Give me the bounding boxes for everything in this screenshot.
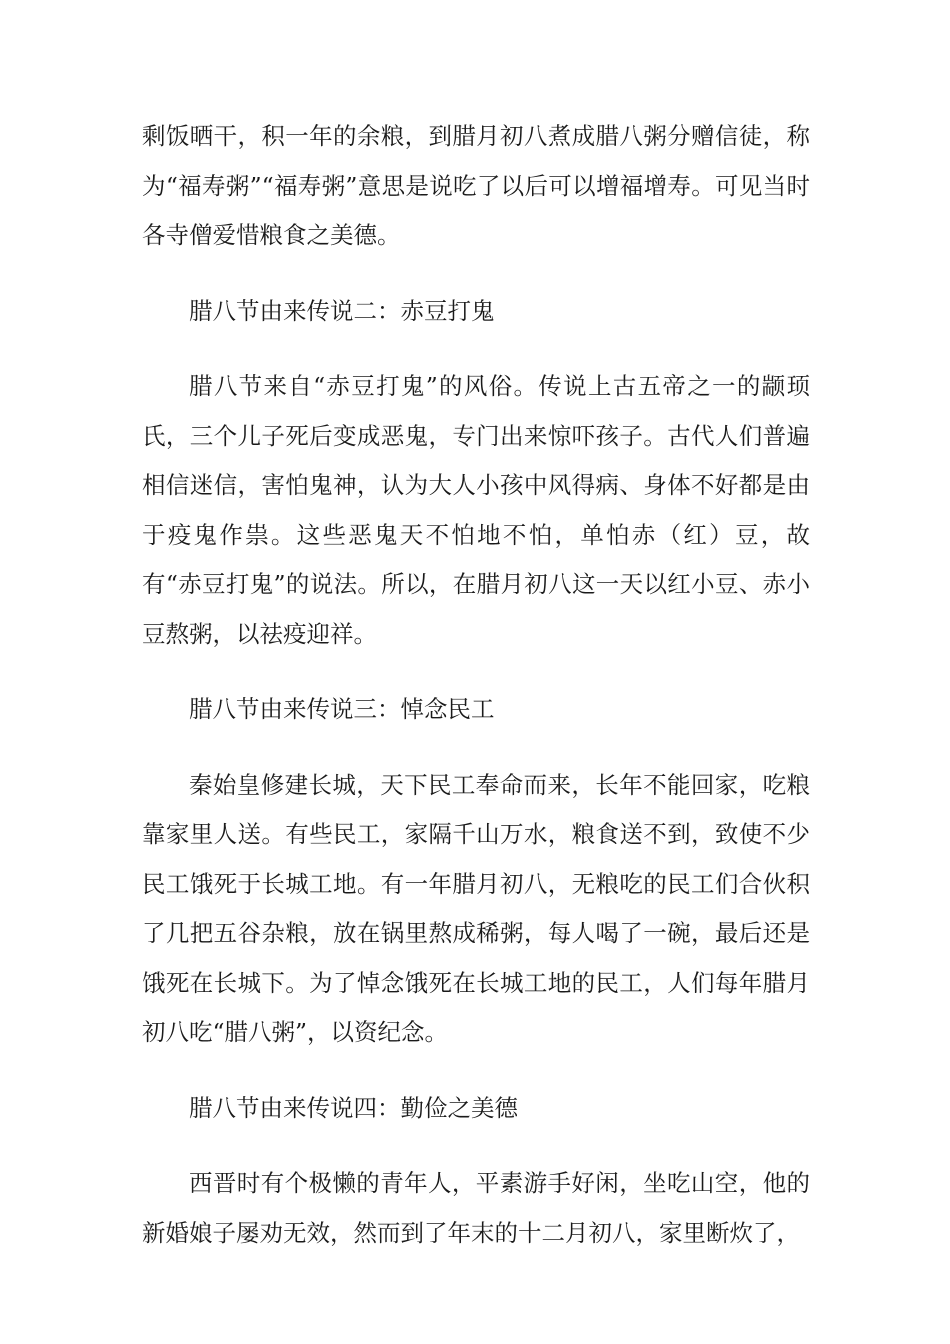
paragraph-body: 秦始皇修建长城，天下民工奉命而来，长年不能回家，吃粮靠家里人送。有些民工，家隔千山万水，粮食送不到，致使不少民工饿死于长城工地。有一年腊月初八，无粮吃的民工们合伙积了几把五谷杂粮，放在锅里熬成稀粥，每人喝了一碗，最后还是饿死在长城下。为了悼念饿死在长城工地的民工，人们每年腊月初八吃“腊八粥”，以资纪念。: [142, 770, 810, 1046]
paragraph-body: 剩饭晒干，积一年的余粮，到腊月初八煮成腊八粥分赠信徒，称为“福寿粥”“福寿粥”意思是说吃了以后可以增福增寿。可见当时各寺僧爱惜粮食之美德。: [142, 122, 810, 249]
paragraph-spacer: [142, 659, 810, 685]
section-heading: 腊八节由来传说三：悼念民工: [189, 695, 495, 723]
section-heading: 腊八节由来传说四：勤俭之美德: [189, 1093, 518, 1122]
paragraph-spacer: [142, 261, 810, 287]
paragraph-body: 腊八节来自“赤豆打鬼”的风俗。传说上古五帝之一的颛顼氏，三个儿子死后变成恶鬼，专门出来惊吓孩子。古代人们普遍相信迷信，害怕鬼神，认为大人小孩中风得病、身体不好都是由于疫鬼作祟。这些恶鬼天不怕地不怕，单怕赤（红）豆，故有“赤豆打鬼”的说法。所以，在腊月初八这一天以红小豆、赤小豆熬粥，以祛疫迎祥。: [142, 372, 810, 648]
paragraph-spacer: [142, 735, 810, 761]
paragraph-spacer: [142, 336, 810, 362]
section-heading: 腊八节由来传说二：赤豆打鬼: [189, 296, 495, 325]
paragraph-spacer: [142, 1133, 810, 1159]
document-page: [142, 112, 810, 1258]
paragraph-spacer: [142, 1058, 810, 1084]
paragraph-body: 西晋时有个极懒的青年人，平素游手好闲，坐吃山空，他的新婚娘子屡劝无效，然而到了年末的十二月初八，家里断炊了，: [142, 1169, 810, 1247]
